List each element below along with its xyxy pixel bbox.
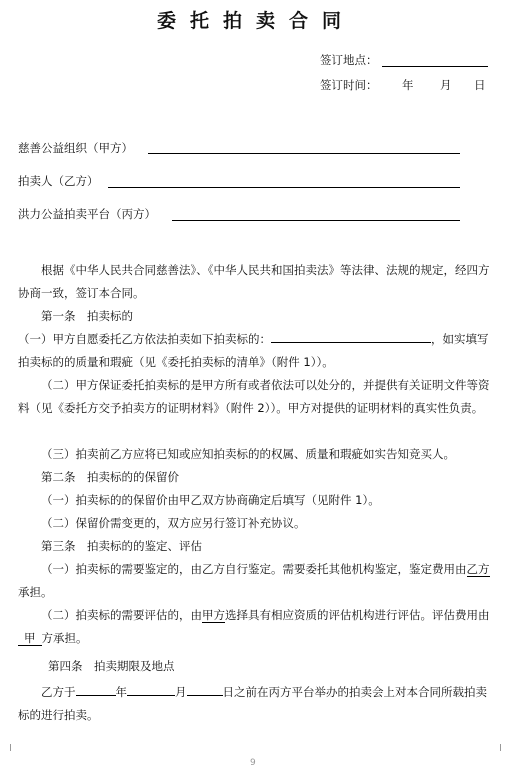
article-3-clause-1-text-a: （一）拍卖标的需要鉴定的，由乙方自行鉴定。需要委托其他机构鉴定，鉴定费用由 — [41, 562, 467, 576]
fee-payer-1: 乙方 — [466, 562, 490, 576]
evaluator-chooser: 甲方 — [202, 608, 225, 622]
sign-time-label: 签订时间： — [320, 78, 378, 92]
party-c-blank[interactable] — [172, 220, 460, 221]
day-blank[interactable] — [187, 683, 223, 696]
sign-time-row — [320, 78, 378, 92]
sign-month: 月 — [440, 78, 452, 92]
party-c-label: 洪力公益拍卖平台（丙方） — [18, 207, 156, 221]
sign-year: 年 — [402, 78, 414, 92]
party-a-blank[interactable] — [148, 153, 460, 154]
article-1-clause-1 — [18, 328, 492, 374]
month-blank[interactable] — [127, 683, 175, 696]
party-a-label: 慈善公益组织（甲方） — [18, 141, 133, 155]
article-3-clause-1-text-c: 承担。 — [18, 585, 53, 599]
article-4-text-a: 乙方于 — [41, 685, 76, 699]
page-mark: 9 — [250, 758, 256, 768]
article-1-heading: 第一条 拍卖标的 — [41, 309, 133, 323]
article-2-heading: 第二条 拍卖标的的保留价 — [41, 470, 179, 484]
article-1-clause-2: （二）甲方保证委托拍卖标的是甲方所有或者依法可以处分的，并提供有关证明文件等资料（见《委托方交予拍卖方的证明材料》（附件 2））。甲方对提供的证明材料的真实性负责。 — [18, 378, 490, 415]
article-3-clause-2-text-a: （二）拍卖标的需要评估的，由 — [41, 608, 202, 622]
sign-place-blank[interactable] — [382, 54, 488, 67]
intro-paragraph: 根据《中华人民共合同慈善法》、《中华人民共和国拍卖法》等法律、法规的规定，经四方协商一致，签订本合同。 — [18, 263, 490, 300]
subject-blank[interactable] — [271, 330, 431, 343]
article-4-month: 月 — [175, 685, 187, 699]
year-blank[interactable] — [76, 683, 116, 696]
article-3-clause-2 — [18, 604, 492, 650]
sign-place-row — [320, 53, 488, 67]
article-1-clause-1-text-a: （一）甲方自愿委托乙方依法拍卖如下拍卖标的： — [18, 332, 271, 346]
article-3-clause-1 — [18, 558, 492, 604]
corner-mark-right — [500, 744, 508, 751]
party-b-label: 拍卖人（乙方） — [18, 174, 99, 188]
sign-day: 日 — [474, 78, 486, 92]
article-4-text-d: 日之前在丙方平台举办的拍卖会上对本合同所载拍卖标的进行拍卖。 — [18, 685, 487, 722]
corner-mark-left — [3, 744, 11, 751]
article-2-clause-2: （二）保留价需变更的，双方应另行签订补充协议。 — [41, 516, 306, 530]
article-2-clause-1: （一）拍卖标的的保留价由甲乙双方协商确定后填写（见附件 1）。 — [41, 493, 380, 507]
article-3-clause-2-text-e: 方承担。 — [41, 631, 88, 645]
article-3-clause-2-text-c: 选择具有相应资质的评估机构进行评估。评估费用由 — [225, 608, 490, 622]
sign-place-label: 签订地点： — [320, 53, 378, 67]
party-b-blank[interactable] — [108, 187, 460, 188]
contract-title: 委托拍卖合同 — [156, 10, 355, 32]
article-1-clause-3: （三）拍卖前乙方应将已知或应知拍卖标的的权属、质量和瑕疵如实告知竞买人。 — [41, 447, 455, 461]
article-1-clause-1-text-b: ，如实填写拍卖标的的质量和瑕疵（见《委托拍卖标的清单》（附件 1））。 — [18, 332, 489, 369]
article-4-year: 年 — [115, 685, 127, 699]
fee-payer-2: 甲 — [18, 631, 42, 646]
article-4-clause — [18, 681, 492, 727]
article-4-heading: 第四条 拍卖期限及地点 — [48, 659, 175, 673]
article-3-heading: 第三条 拍卖标的的鉴定、评估 — [41, 539, 202, 553]
